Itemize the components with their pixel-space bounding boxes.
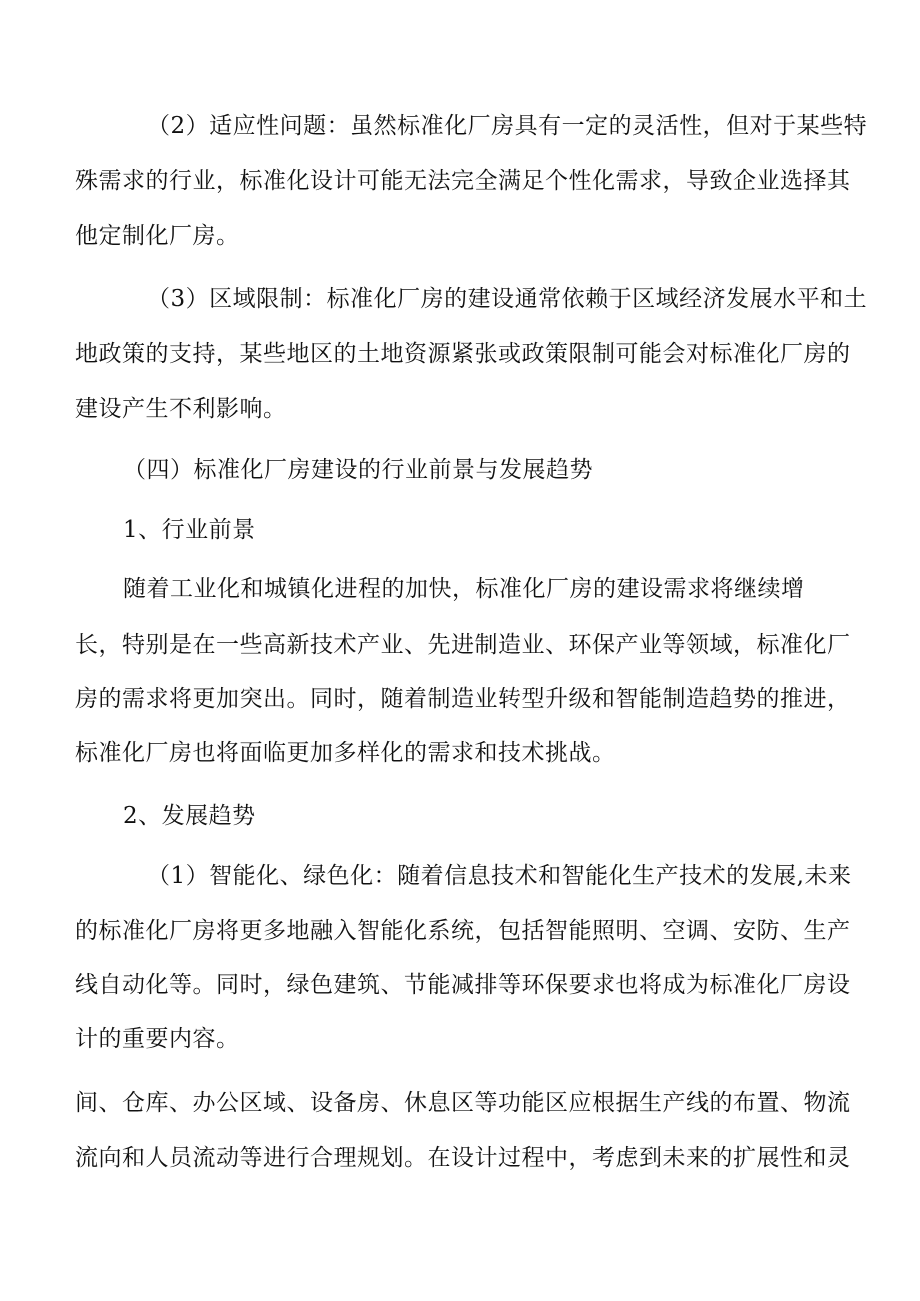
paragraph-layout-line-1: 间、仓库、办公区域、设备房、休息区等功能区应根据生产线的布置、物流 [75, 1090, 851, 1116]
paragraph-prospects-line-3: 房的需求将更加突出。同时，随着制造业转型升级和智能制造趋势的推进， [75, 686, 851, 712]
section-heading-outlook: （四）标准化厂房建设的行业前景与发展趋势 [123, 457, 593, 483]
paragraph-smart-green-line-3: 线自动化等。同时，绿色建筑、节能减排等环保要求也将成为标准化厂房设 [75, 972, 851, 998]
paragraph-layout-line-2: 流向和人员流动等进行合理规划。在设计过程中，考虑到未来的扩展性和灵 [75, 1145, 851, 1171]
paragraph-prospects-line-1: 随着工业化和城镇化进程的加快，标准化厂房的建设需求将继续增 [123, 576, 805, 602]
paragraph-regional-limit-line-2: 地政策的支持，某些地区的土地资源紧张或政策限制可能会对标准化厂房的 [75, 341, 851, 367]
paragraph-smart-green-line-1: （1）智能化、绿色化：随着信息技术和智能化生产技术的发展,未来 [147, 863, 852, 889]
paragraph-prospects-line-4: 标准化厂房也将面临更加多样化的需求和技术挑战。 [75, 740, 616, 766]
paragraph-smart-green-line-2: 的标准化厂房将更多地融入智能化系统，包括智能照明、空调、安防、生产 [75, 918, 851, 944]
paragraph-regional-limit-line-3: 建设产生不利影响。 [75, 396, 287, 422]
paragraph-smart-green-line-4: 计的重要内容。 [75, 1026, 240, 1052]
paragraph-regional-limit-line-1: （3）区域限制：标准化厂房的建设通常依赖于区域经济发展水平和土 [147, 286, 868, 312]
paragraph-adaptability-line-2: 殊需求的行业，标准化设计可能无法完全满足个性化需求，导致企业选择其 [75, 168, 851, 194]
paragraph-adaptability-line-3: 他定制化厂房。 [75, 223, 240, 249]
subsection-heading-prospects: 1、行业前景 [123, 517, 256, 543]
subsection-heading-trends: 2、发展趋势 [123, 803, 256, 829]
paragraph-adaptability-line-1: （2）适应性问题：虽然标准化厂房具有一定的灵活性，但对于某些特 [147, 113, 868, 139]
paragraph-prospects-line-2: 长，特别是在一些高新技术产业、先进制造业、环保产业等领域，标准化厂 [75, 632, 851, 658]
